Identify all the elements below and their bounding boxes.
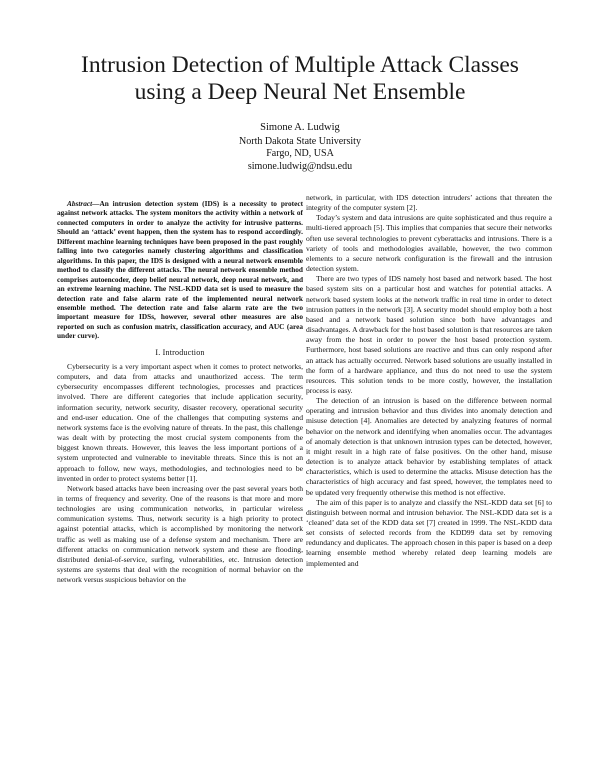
abstract-lead: Abstract	[67, 199, 93, 208]
abstract	[57, 199, 303, 341]
paragraph: Network based attacks have been increasing over the past several years both in terms of frequency and severity. One of the reasons is that more and more technologies are using communication networks, in particular wireless communication systems. Thus, network security is a high priority to protect against potential attacks, which is accomplished by monitoring the network traffic as well as making use of a defense system and mechanism. There are different attacks on communication network system and these are flooding, distributed denial-of-service, surfing, vulnerabilities, etc. Intrusion detection systems are systems that deal with the recognition of normal behavior on the network versus suspicious behavior on the	[57, 483, 303, 585]
author-email[interactable]: simone.ludwig@ndsu.edu	[247, 160, 353, 172]
paragraph: The detection of an intrusion is based on the difference between normal operating and intrusion behavior and thus divides into anomaly detection and misuse detection [4]. Anomalies are detected by analyzing features of normal behavior on the network and identifying when anomalies occur. The advantages of anomaly detection is that unknown intrusion types can be detected, however, it might result in a high rate of false positives. On the other hand, misuse detection is to analyze attack behavior by establishing templates of attack characteristics, which is used to determine the attacks. Misuse detection has the characteristics of high accuracy and fast speed, however, the templates need to be updated very frequently otherwise this method is not effective.	[306, 396, 552, 497]
paragraph: network, in particular, with IDS detection intruders’ actions that threaten the integrity of the computer system [2].	[306, 193, 552, 213]
paper-title	[40, 52, 560, 106]
title-line-1: Intrusion Detection of Multiple Attack Classes	[81, 52, 519, 78]
title-line-2: using a Deep Neural Net Ensemble	[134, 79, 466, 105]
paragraph: The aim of this paper is to analyze and classify the NSL-KDD data set [6] to distinguish between normal and intrusion behavior. The NSL-KDD data set is a ‘cleaned’ data set of the KDD data set [7] created in 1999. The NSL-KDD data set consists of selected records from the KDD99 data set by removing redundancy and duplicates. The approach chosen in this paper is based on a deep learning ensemble method whereby related deep learning models are implemented and	[306, 497, 552, 568]
author-affiliation: North Dakota State University	[239, 135, 361, 147]
paragraph: There are two types of IDS namely host based and network based. The host based system sits on a particular host and watches for potential attacks. A network based system looks at the network traffic in real time in order to detect intrusion patters in the network [3]. A security model should employ both a host based and a network based solution since both have advantages and disadvantages. A drawback for the host based solution is that resources are taken away from the host in order to power the host based protection system. Furthermore, host based solutions are reactive and thus can only respond after an attack has actually occurred. Network based solutions are usually installed in the form of a hardware appliance, and thus do not need to use the system resources. This solution tends to be more costly, however, the installation process is easy.	[306, 274, 552, 395]
author-block	[150, 122, 450, 173]
left-column	[57, 199, 303, 585]
paragraph: Today’s system and data intrusions are quite sophisticated and thus require a multi-tiered approach [5]. This implies that companies that secure their networks often use several technologies to prevent cyberattacks and intrusions. There is a variety of tools and methodologies available, however, the two common elements to a secure network configuration is the firewall and the intrusion detection system.	[306, 213, 552, 274]
section-heading-text: I. Introduction	[155, 347, 205, 357]
author-location: Fargo, ND, USA	[266, 148, 334, 160]
right-column	[306, 193, 552, 569]
author-name: Simone A. Ludwig	[260, 122, 340, 133]
abstract-text: —An intrusion detection system (IDS) is a necessity to protect against network attacks. The system monitors the activity within a network of connected computers in order to analyze the activity for intrusive patterns. Should an ‘attack’ event happen, then the system has to respond accordingly. Different machine learning techniques have been proposed in the past roughly falling into two categories namely clustering algorithms and classification algorithms. In this paper, the IDS is designed with a neural network ensemble method to classify the different attacks. The neural network ensemble method comprises autoencoder, deep belief neural network, deep neural network, and an extreme learning machine. The NSL-KDD data set is used to measure the detection rate and false alarm rate of the implemented neural network ensemble method. The detection rate and false alarm rate are the two important measure for IDSs, however, several other measures are also reported on such as confusion matrix, classification accuracy, and AUC (area under curve).	[57, 199, 303, 341]
section-heading	[57, 348, 303, 358]
paragraph: Cybersecurity is a very important aspect when it comes to protect networks, computers, and data from attacks and unauthorized access. The term cybersecurity encompasses different technologies, processes and practices involved. There are different categories that include application security, information security, network security, disaster recovery, operational security and end-user education. One of the challenges that computing systems and network systems face is the evolving nature of threats. In the past, this challenge was dealt with by protecting the most crucial system components from the biggest known threats. However, this leaves the less important portions of a system unprotected and vulnerable to inevitable threats. Since this is not an approach to follow, new ways, methodologies, and technologies need to be invented in order to protect systems better [1].	[57, 361, 303, 483]
